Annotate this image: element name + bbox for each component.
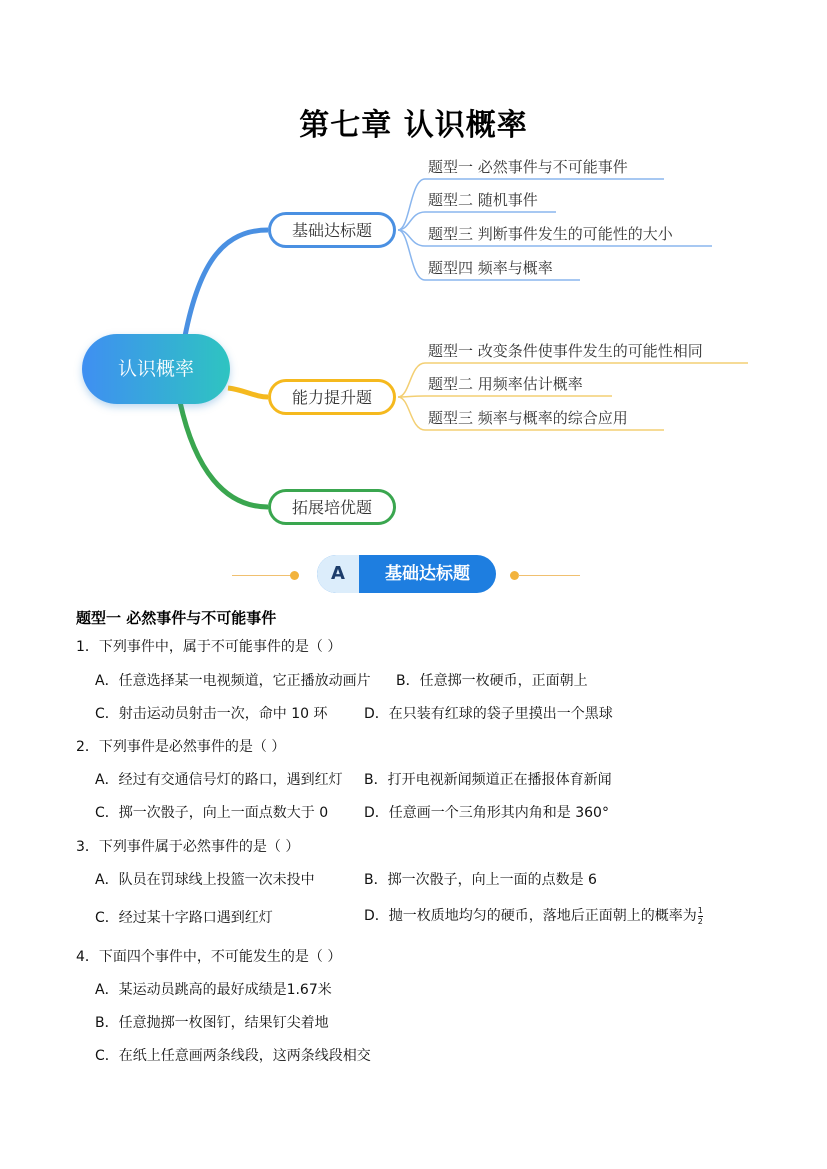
leaf-basic-3: 题型三 判断事件发生的可能性的大小	[428, 225, 673, 243]
fraction-one-half	[698, 907, 703, 926]
question-3-option-d	[364, 905, 703, 926]
question-4-option-c: C．在纸上任意画两条线段，这两条线段相交	[95, 1048, 371, 1064]
question-1-option-b: B．任意掷一枚硬币，正面朝上	[396, 673, 588, 689]
connector-green	[180, 402, 268, 507]
question-2-option-d: D．任意画一个三角形其内角和是 360°	[364, 805, 609, 821]
section-title: 题型一 必然事件与不可能事件	[76, 609, 277, 627]
banner-dot-left	[290, 571, 299, 580]
section-banner	[0, 553, 827, 597]
banner-letter: A	[317, 555, 359, 593]
question-2-option-a: A．经过有交通信号灯的路口，遇到红灯	[95, 772, 343, 788]
fraction-denominator: 2	[697, 916, 703, 926]
branch-basic: 基础达标题	[268, 212, 396, 248]
question-1-option-d: D．在只装有红球的袋子里摸出一个黑球	[364, 706, 613, 722]
mindmap-root: 认识概率	[82, 334, 230, 404]
question-3-option-c: C．经过某十字路口遇到红灯	[95, 910, 273, 926]
question-1-option-c: C．射击运动员射击一次，命中 10 环	[95, 706, 328, 722]
connector-yellow	[228, 388, 268, 397]
banner-line-left	[232, 575, 294, 576]
leaf-basic-1: 题型一 必然事件与不可能事件	[428, 158, 628, 176]
question-1-stem: 1．下列事件中，属于不可能事件的是（ ）	[76, 639, 342, 655]
question-3-option-b: B．掷一次骰子，向上一面的点数是 6	[364, 872, 597, 888]
question-3-option-a: A．队员在罚球线上投篮一次未投中	[95, 872, 315, 888]
connector-blue	[185, 230, 268, 336]
banner-line-right	[518, 575, 580, 576]
fraction-numerator: 1	[697, 905, 703, 915]
branch-ability: 能力提升题	[268, 379, 396, 415]
question-1-option-a: A．任意选择某一电视频道，它正播放动画片	[95, 673, 371, 689]
question-2-stem: 2．下列事件是必然事件的是（ ）	[76, 739, 286, 755]
question-2-option-c: C．掷一次骰子，向上一面点数大于 0	[95, 805, 329, 821]
question-4-option-b: B．任意抛掷一枚图钉，结果钉尖着地	[95, 1015, 329, 1031]
leaf-ability-3: 题型三 频率与概率的综合应用	[428, 409, 628, 427]
question-4-stem: 4．下面四个事件中，不可能发生的是（ ）	[76, 949, 342, 965]
banner-text: 基础达标题	[385, 564, 470, 584]
question-3-stem: 3．下列事件属于必然事件的是（ ）	[76, 839, 300, 855]
leaf-ability-1: 题型一 改变条件使事件发生的可能性相同	[428, 342, 703, 360]
branch-extension: 拓展培优题	[268, 489, 396, 525]
leaf-basic-2: 题型二 随机事件	[428, 191, 538, 209]
leaf-basic-4: 题型四 频率与概率	[428, 259, 553, 277]
page-title: 第七章 认识概率	[299, 108, 528, 143]
question-3-option-d-text: D．抛一枚质地均匀的硬币，落地后正面朝上的概率为	[364, 908, 697, 924]
leaf-ability-2: 题型二 用频率估计概率	[428, 375, 583, 393]
leaf-line-yellow-2	[398, 396, 612, 397]
banner-pill	[317, 555, 496, 593]
question-2-option-b: B．打开电视新闻频道正在播报体育新闻	[364, 772, 612, 788]
question-4-option-a: A．某运动员跳高的最好成绩是1.67米	[95, 982, 332, 998]
